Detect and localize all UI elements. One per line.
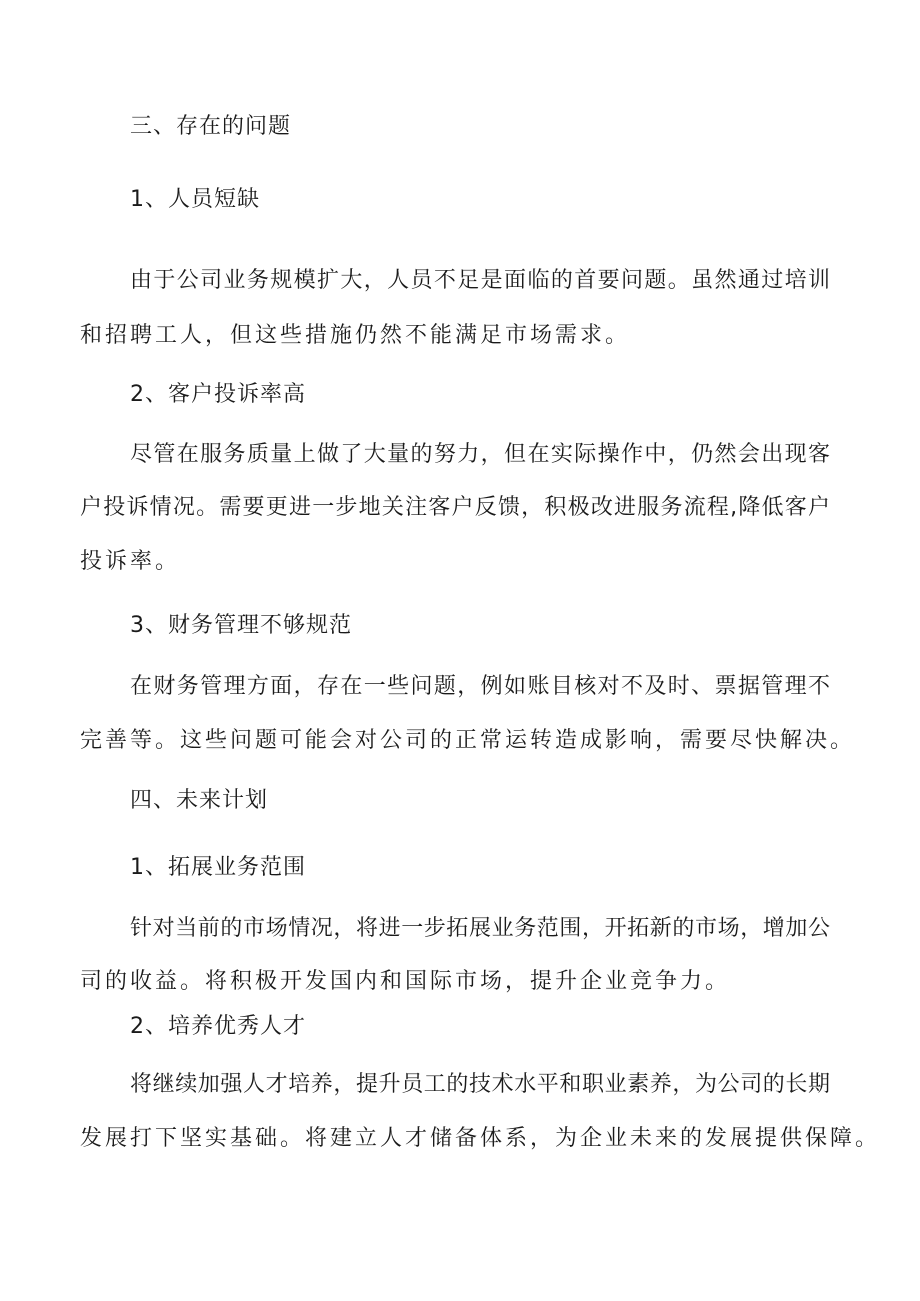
paragraph-line: 针对当前的市场情况，将进一步拓展业务范围，开拓新的市场，增加公 bbox=[130, 916, 830, 941]
section-title: 三、存在的问题 bbox=[130, 114, 292, 139]
paragraph-line: 尽管在服务质量上做了大量的努力，但在实际操作中，仍然会出现客 bbox=[130, 442, 830, 467]
subsection-heading: 2、客户投诉率高 bbox=[130, 382, 306, 407]
paragraph-line: 由于公司业务规模扩大，人员不足是面临的首要问题。虽然通过培训 bbox=[130, 268, 830, 293]
paragraph-line: 发展打下坚实基础。将建立人才储备体系，为企业未来的发展提供保障。 bbox=[80, 1126, 881, 1151]
paragraph-line: 投诉率。 bbox=[80, 549, 181, 574]
paragraph-line: 和招聘工人，但这些措施仍然不能满足市场需求。 bbox=[80, 323, 631, 348]
paragraph-line: 在财务管理方面，存在一些问题，例如账目核对不及时、票据管理不 bbox=[130, 674, 830, 699]
paragraph-line: 司的收益。将积极开发国内和国际市场，提升企业竞争力。 bbox=[80, 969, 731, 994]
paragraph-line: 完善等。这些问题可能会对公司的正常运转造成影响，需要尽快解决。 bbox=[80, 728, 856, 753]
subsection-heading: 1、拓展业务范围 bbox=[130, 855, 306, 880]
paragraph-line: 户投诉情况。需要更进一步地关注客户反馈，积极改进服务流程,降低客户 bbox=[80, 495, 830, 520]
subsection-heading: 1、人员短缺 bbox=[130, 187, 260, 212]
paragraph-line: 将继续加强人才培养，提升员工的技术水平和职业素养，为公司的长期 bbox=[130, 1072, 830, 1097]
subsection-heading: 2、培养优秀人才 bbox=[130, 1014, 306, 1039]
subsection-heading: 3、财务管理不够规范 bbox=[130, 613, 352, 638]
section-title: 四、未来计划 bbox=[130, 788, 269, 813]
